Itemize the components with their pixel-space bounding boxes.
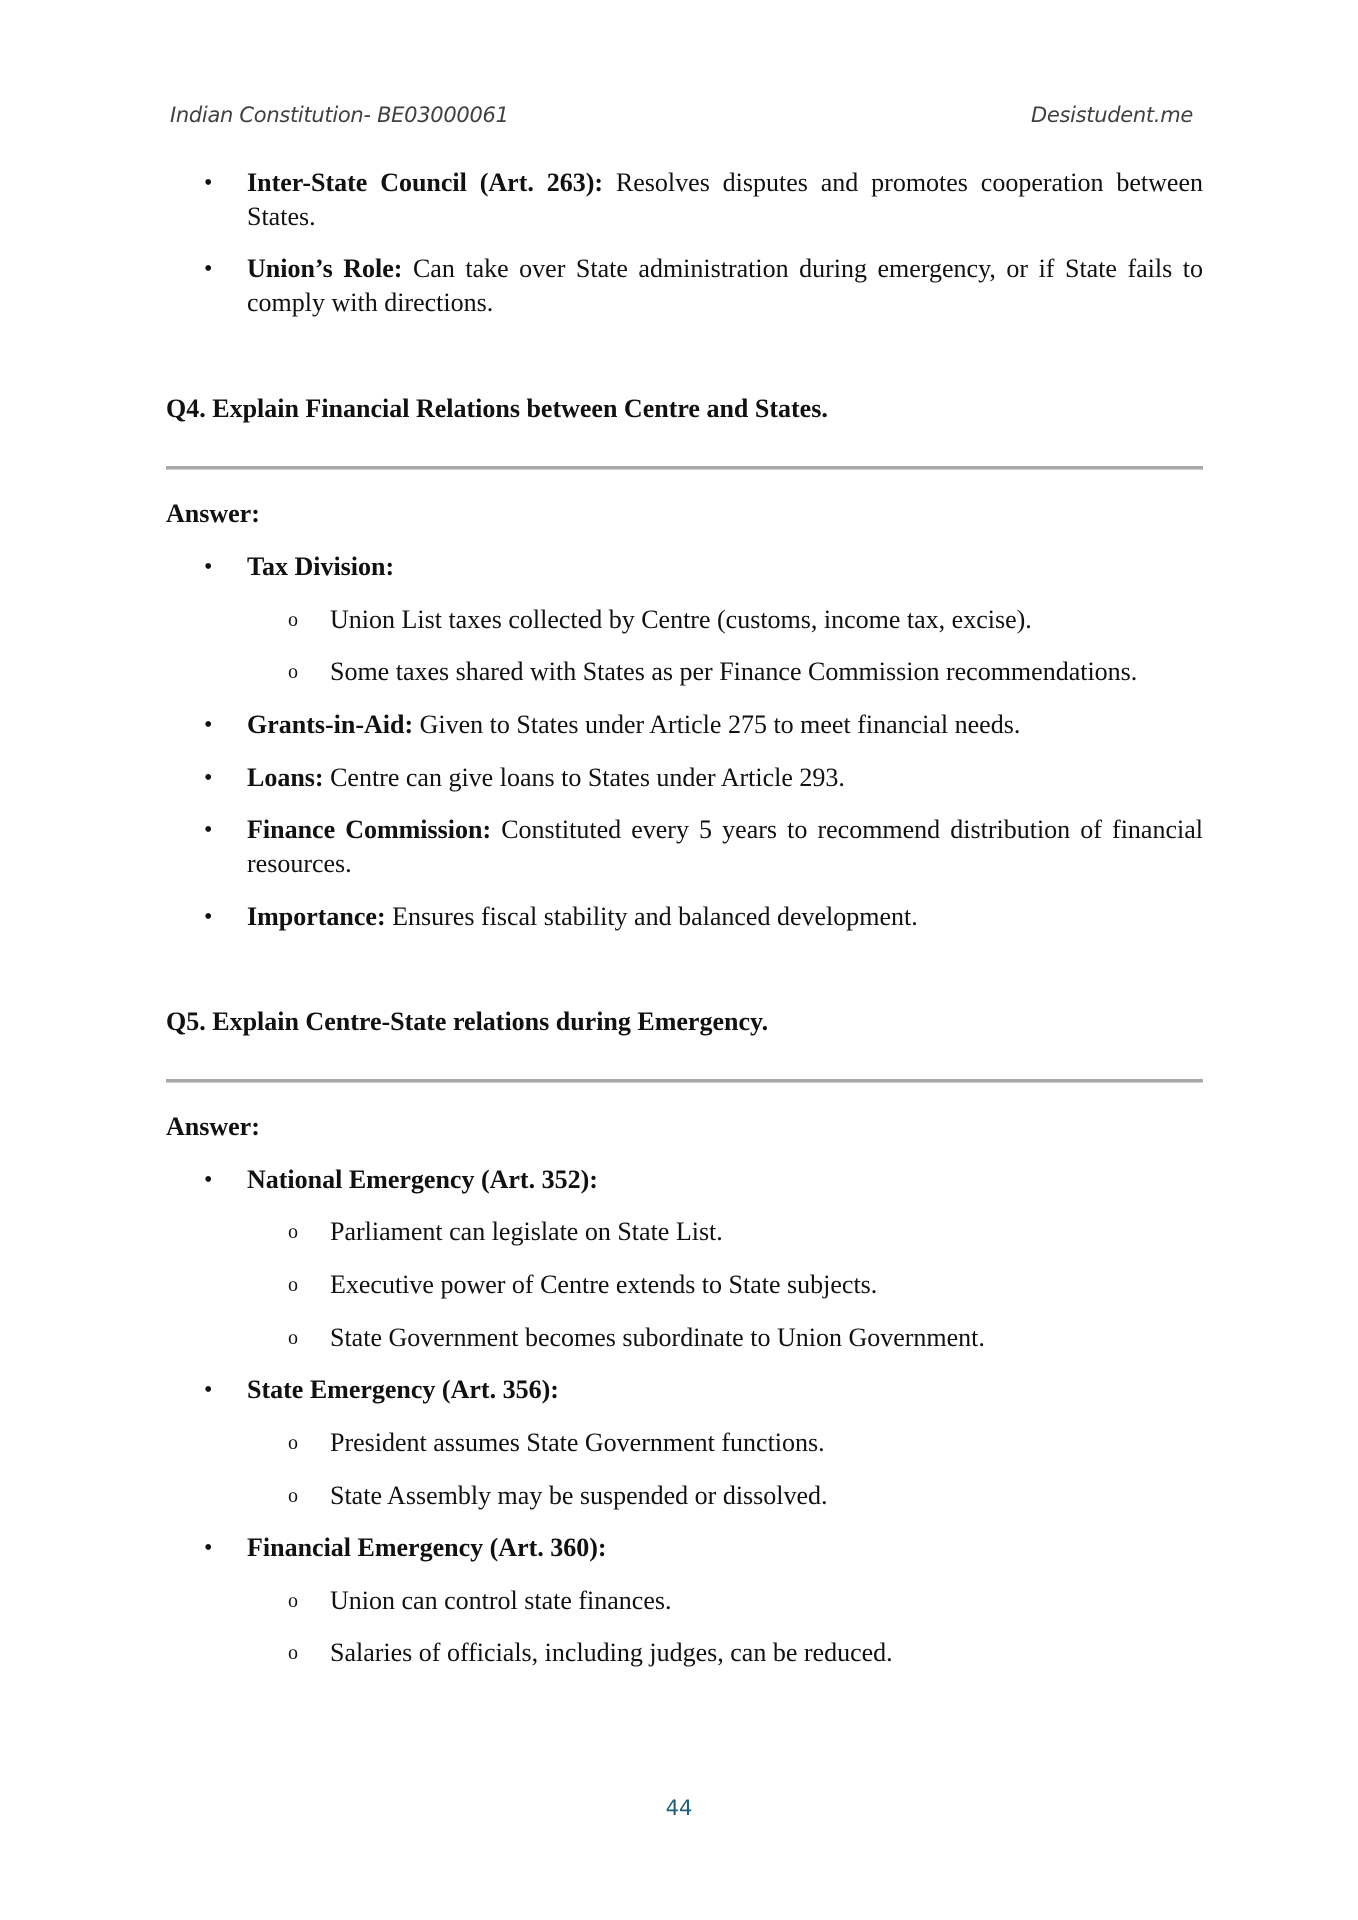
bullet-icon: •: [204, 1377, 213, 1403]
item-label: Finance Commission:: [247, 815, 492, 844]
sub-list-item: Union can control state finances.: [330, 1586, 672, 1615]
item-text: Centre can give loans to States under Article 293.: [323, 763, 845, 792]
sub-list-item: State Government becomes subordinate to Union Government.: [330, 1323, 985, 1352]
list-item-inter-state-council: [247, 166, 1203, 234]
list-item-state-emergency: State Emergency (Art. 356):: [247, 1375, 559, 1404]
sub-bullet-icon: o: [288, 1221, 298, 1243]
sub-bullet-icon: o: [288, 1432, 298, 1454]
item-text: Constituted every 5 years to recommend distribution of financial resources.: [247, 815, 1203, 878]
item-text: Can take over State administration during emergency, or if State fails to comply with directions.: [247, 254, 1203, 317]
list-item-tax-division: Tax Division:: [247, 552, 395, 581]
answer-label: Answer:: [166, 1112, 260, 1141]
bullet-icon: •: [204, 554, 213, 580]
item-label: Union’s Role:: [247, 254, 403, 283]
sub-bullet-icon: o: [288, 1327, 298, 1349]
sub-list-item: President assumes State Government functions.: [330, 1428, 825, 1457]
sub-bullet-icon: o: [288, 1485, 298, 1507]
bullet-icon: •: [204, 712, 213, 738]
item-text: Given to States under Article 275 to meet financial needs.: [413, 710, 1021, 739]
list-item-importance: [247, 900, 918, 934]
page-number: 44: [665, 1796, 693, 1820]
question-heading-q4: Q4. Explain Financial Relations between Centre and States.: [166, 394, 828, 423]
bullet-icon: •: [204, 256, 213, 282]
bullet-icon: •: [204, 170, 213, 196]
item-text: Ensures fiscal stability and balanced development.: [385, 902, 918, 931]
list-item-national-emergency: National Emergency (Art. 352):: [247, 1165, 598, 1194]
sub-bullet-icon: o: [288, 1590, 298, 1612]
section-divider: [166, 1079, 1203, 1083]
running-header-site: Desistudent.me: [1031, 103, 1193, 127]
sub-list-item: Union List taxes collected by Centre (customs, income tax, excise).: [330, 605, 1032, 634]
item-label: Importance:: [247, 902, 386, 931]
bullet-icon: •: [204, 904, 213, 930]
bullet-icon: •: [204, 1167, 213, 1193]
item-label: Loans:: [247, 763, 324, 792]
sub-bullet-icon: o: [288, 661, 298, 683]
sub-bullet-icon: o: [288, 609, 298, 631]
item-text: Resolves disputes and promotes cooperation between States.: [247, 168, 1203, 231]
item-label: Grants-in-Aid:: [247, 710, 414, 739]
sub-list-item: Salaries of officials, including judges, can be reduced.: [330, 1638, 893, 1667]
answer-label: Answer:: [166, 499, 260, 528]
sub-list-item: State Assembly may be suspended or dissolved.: [330, 1481, 828, 1510]
section-divider: [166, 466, 1203, 470]
list-item-unions-role: [247, 252, 1203, 320]
sub-list-item: Some taxes shared with States as per Finance Commission recommendations.: [330, 657, 1138, 686]
item-label: Inter-State Council (Art. 263):: [247, 168, 604, 197]
running-header-title: Indian Constitution- BE03000061: [170, 103, 509, 127]
list-item-loans: [247, 761, 845, 795]
list-item-financial-emergency: Financial Emergency (Art. 360):: [247, 1533, 607, 1562]
bullet-icon: •: [204, 817, 213, 843]
bullet-icon: •: [204, 1535, 213, 1561]
list-item-grants-in-aid: [247, 708, 1020, 742]
sub-list-item: Executive power of Centre extends to State subjects.: [330, 1270, 878, 1299]
sub-bullet-icon: o: [288, 1274, 298, 1296]
question-heading-q5: Q5. Explain Centre-State relations during Emergency.: [166, 1007, 769, 1036]
bullet-icon: •: [204, 765, 213, 791]
sub-bullet-icon: o: [288, 1642, 298, 1664]
sub-list-item: Parliament can legislate on State List.: [330, 1217, 723, 1246]
list-item-finance-commission: [247, 813, 1203, 881]
